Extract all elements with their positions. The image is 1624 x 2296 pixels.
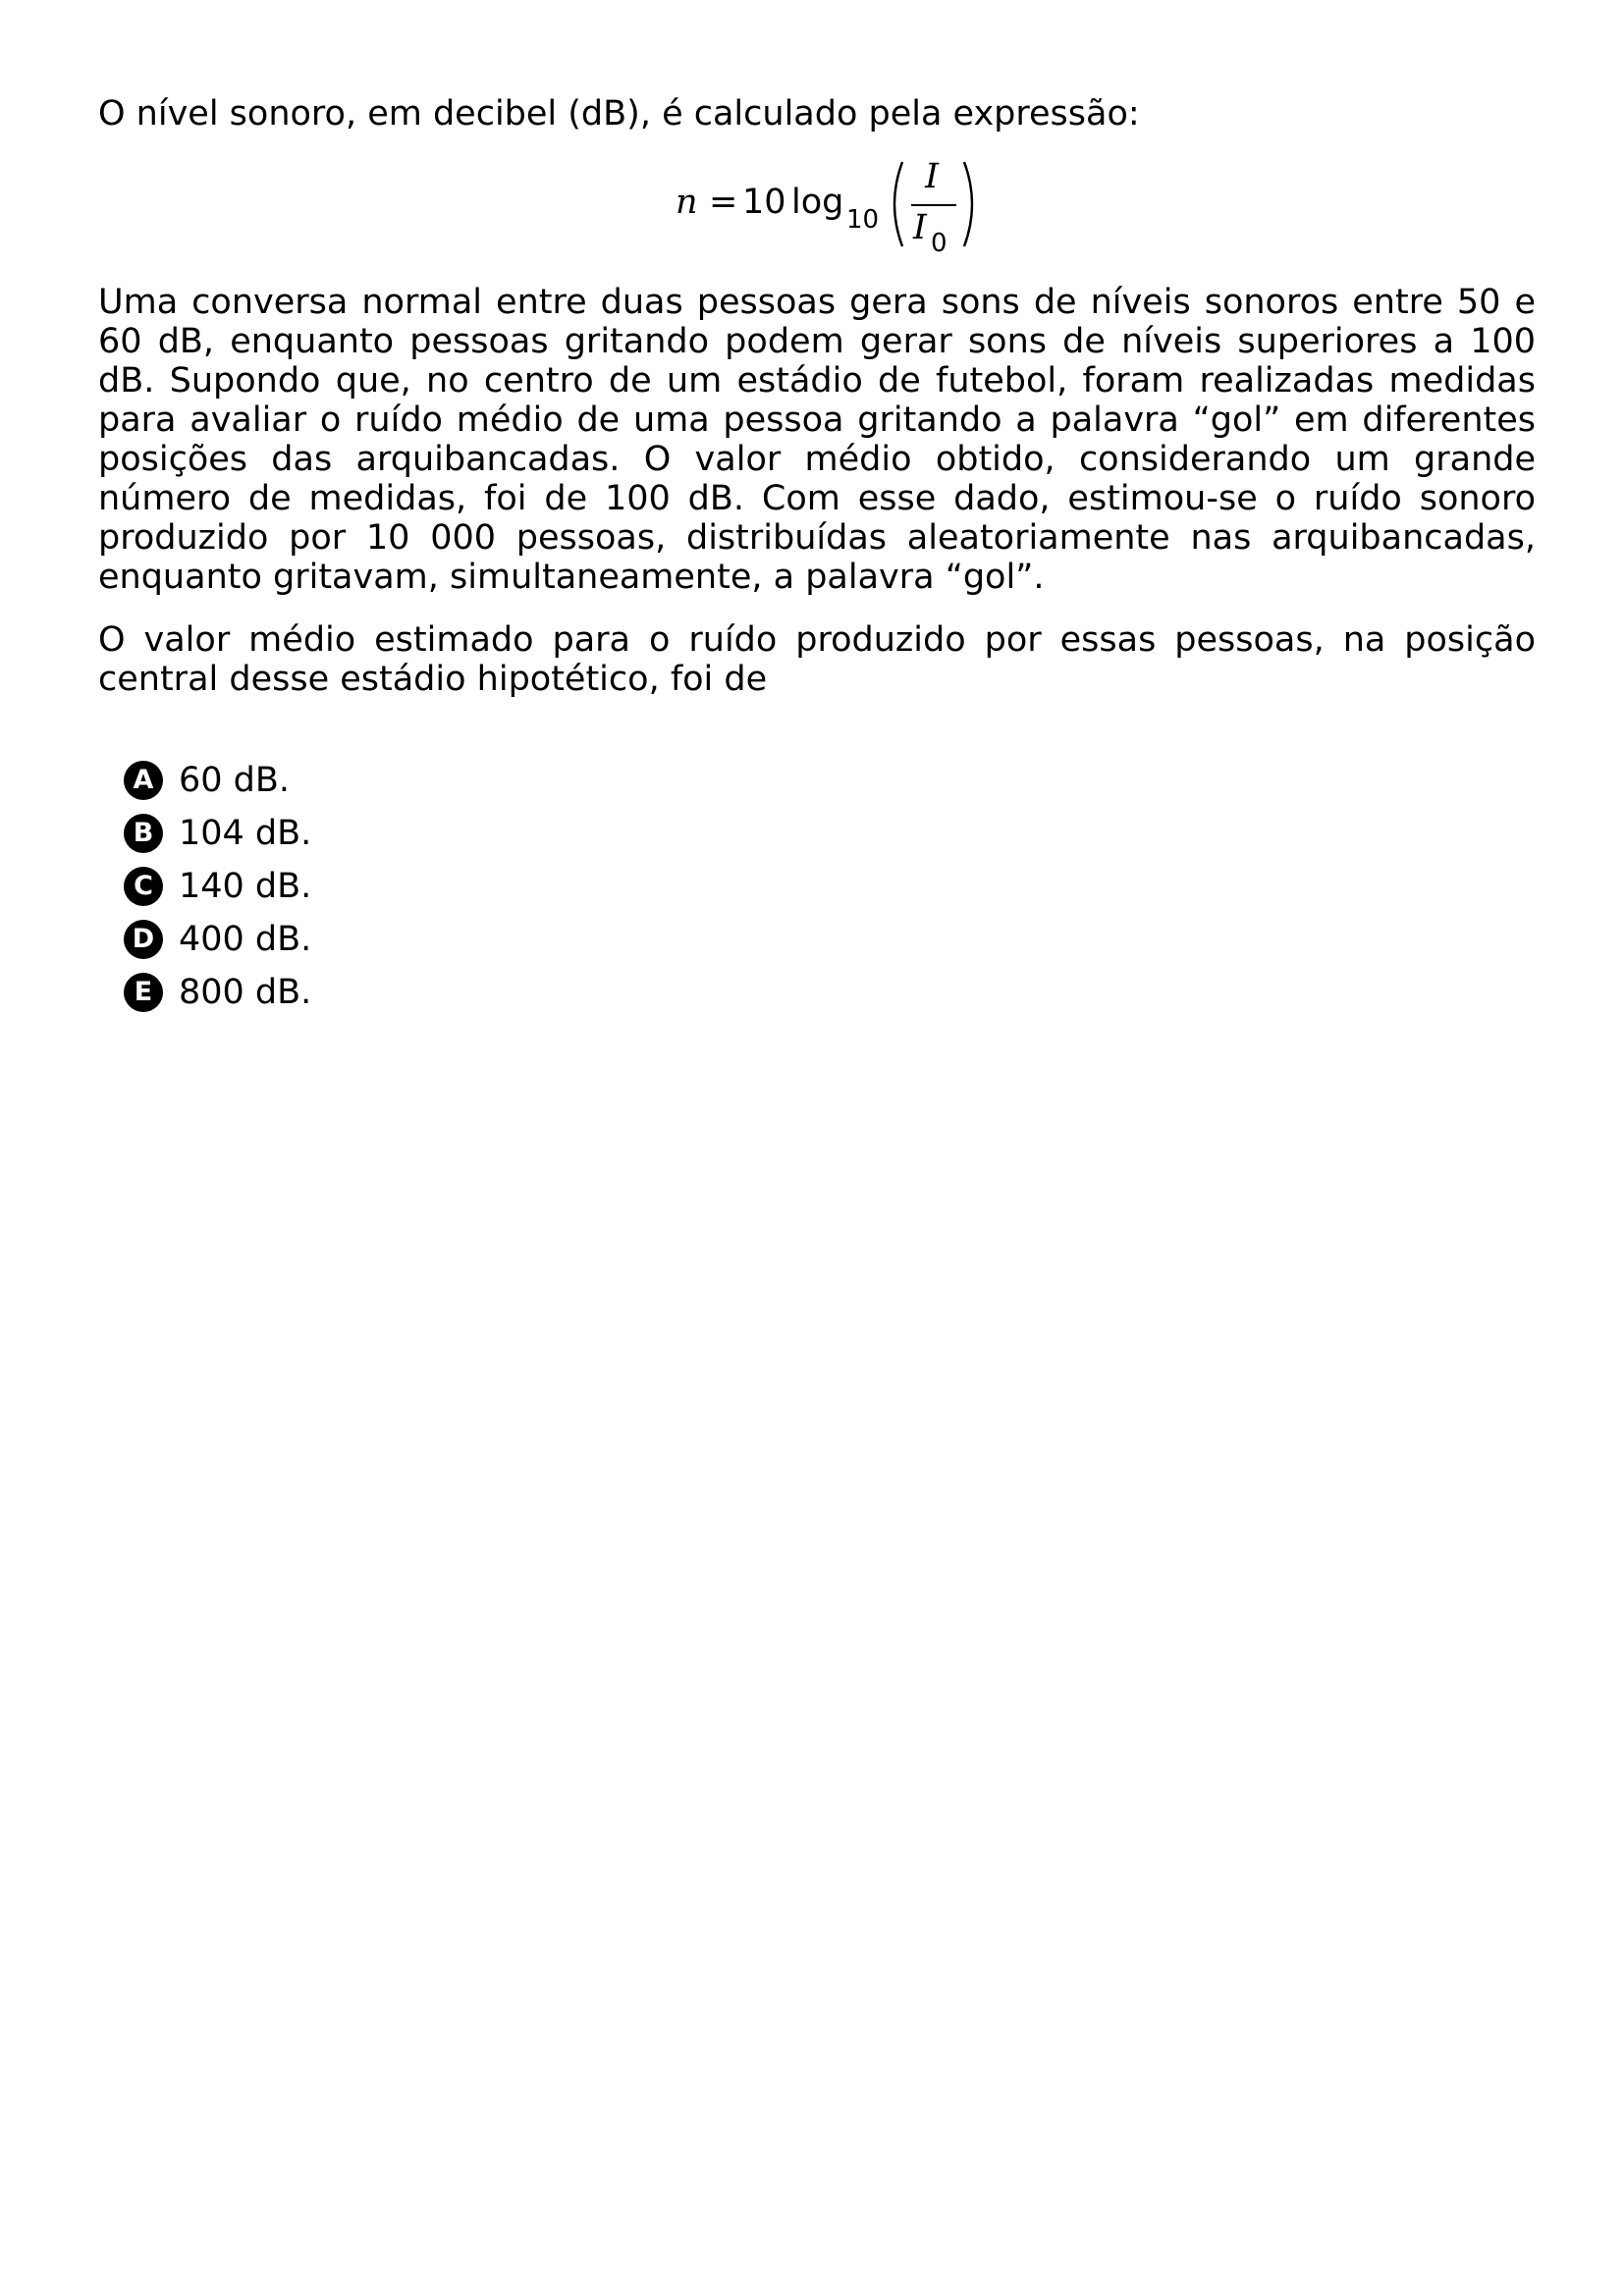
formula-lhs: n <box>676 183 698 222</box>
option-a-text: 60 dB. <box>179 761 291 800</box>
option-e-text: 800 dB. <box>179 973 312 1012</box>
problem-paragraph: Uma conversa normal entre duas pessoas gera sons de níveis sonoros entre 50 e 60 dB, enquanto pessoas gritando podem gerar sons de níveis superiores a 100 dB. Supondo que, no centro de um estádio de futebol, foram realizadas medidas para avaliar o ruído médio de uma pessoa gritando a palavra “gol” em diferentes posições das arquibancadas. O valor médio obtido, considerando um grande número de medidas, foi de 100 dB. Com esse dado, estimou-se o ruído sonoro produzido por 10 000 pessoas, distribuídas aleatoriamente nas arquibancadas, enquanto gritavam, simultaneamente, a palavra “gol”. <box>98 283 1536 597</box>
formula-denominator-subscript: 0 <box>931 229 947 258</box>
formula-log-base: 10 <box>846 205 880 235</box>
option-b-text: 104 dB. <box>179 814 312 853</box>
option-a-letter-icon: A <box>124 761 163 800</box>
option-b[interactable] <box>124 807 1536 860</box>
option-c[interactable] <box>124 860 1536 913</box>
right-parenthesis-icon <box>958 160 984 248</box>
option-a[interactable] <box>124 754 1536 807</box>
question-page <box>98 94 1536 1019</box>
option-d-letter-icon: D <box>124 920 163 959</box>
option-c-text: 140 dB. <box>179 867 312 906</box>
question-prompt: O valor médio estimado para o ruído produzido por essas pessoas, na posição central desse estádio hipotético, foi de <box>98 620 1536 699</box>
formula-numerator: I <box>925 157 939 196</box>
formula-coefficient: 10 <box>742 183 786 222</box>
formula <box>98 155 1536 279</box>
option-d-text: 400 dB. <box>179 920 312 959</box>
answer-options <box>98 754 1536 1019</box>
option-c-letter-icon: C <box>124 867 163 906</box>
left-parenthesis-icon <box>883 160 908 248</box>
formula-expression <box>676 155 990 279</box>
formula-denominator: I <box>913 208 927 247</box>
formula-equals: = <box>709 183 738 222</box>
intro-text: O nível sonoro, em decibel (dB), é calculado pela expressão: <box>98 94 1140 133</box>
option-d[interactable] <box>124 913 1536 966</box>
formula-log: log <box>791 183 844 222</box>
fraction-bar <box>911 204 956 206</box>
option-e-letter-icon: E <box>124 973 163 1012</box>
option-e[interactable] <box>124 966 1536 1019</box>
option-b-letter-icon: B <box>124 814 163 853</box>
